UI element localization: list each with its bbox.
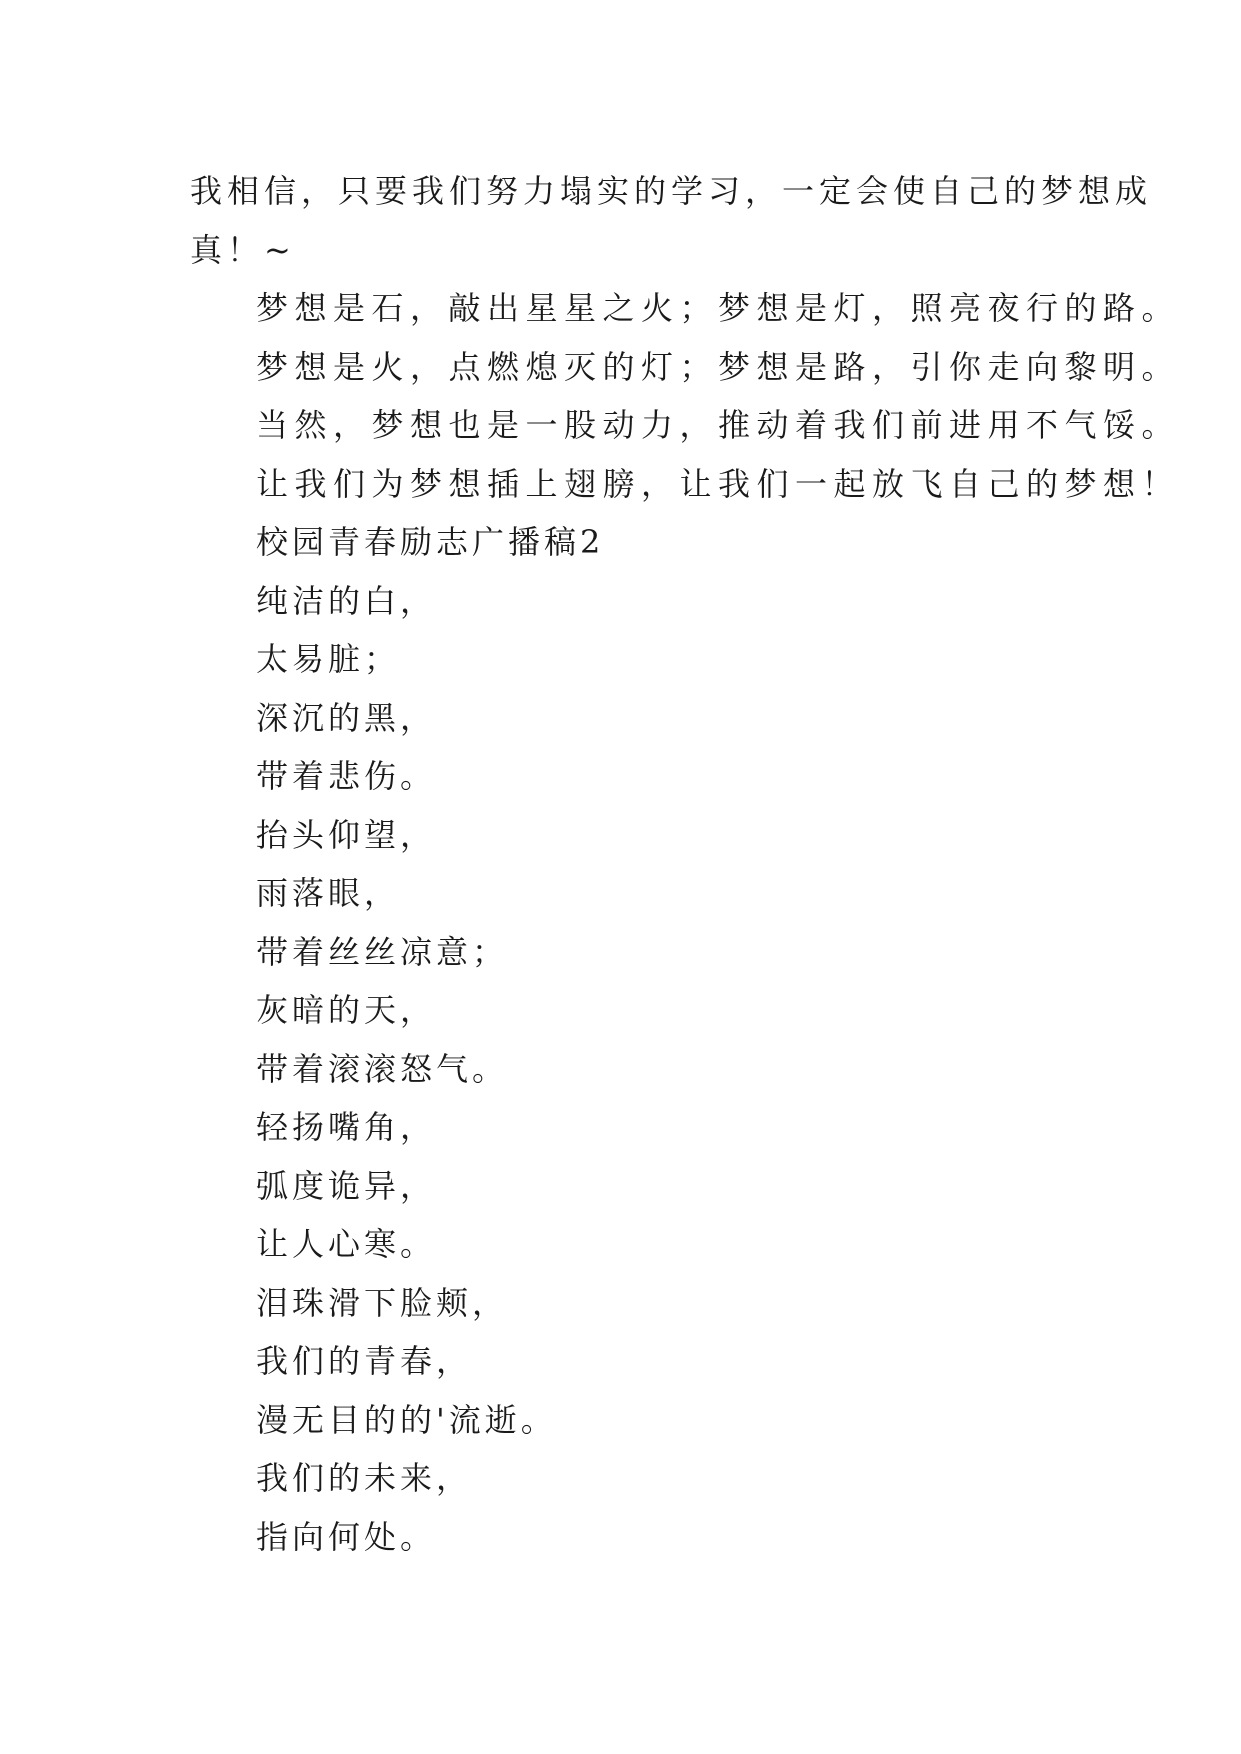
poem-line: 雨落眼， bbox=[256, 874, 401, 912]
poem-line: 轻扬嘴角， bbox=[256, 1108, 437, 1146]
document-body bbox=[190, 162, 1181, 1566]
poem-line: 泪珠滑下脸颊， bbox=[256, 1283, 509, 1322]
poem-line: 带着丝丝凉意； bbox=[256, 932, 509, 971]
poem-line: 我们的青春， bbox=[256, 1342, 473, 1380]
poem-line: 指向何处。 bbox=[256, 1517, 437, 1556]
poem-line: 带着悲伤。 bbox=[256, 757, 437, 795]
poem-line: 灰暗的天， bbox=[256, 991, 437, 1029]
opening-paragraph bbox=[190, 162, 1153, 279]
dream-line: 让我们为梦想插上翅膀，让我们一起放飞自己的梦想！ bbox=[256, 464, 1181, 503]
poem-line: 漫无目的的'流逝。 bbox=[256, 1400, 557, 1439]
dream-line: 当然，梦想也是一股动力，推动着我们前进用不气馁。 bbox=[256, 406, 1181, 444]
poem-line: 带着滚滚怒气。 bbox=[256, 1049, 509, 1088]
poem bbox=[190, 572, 1070, 1567]
dream-line: 梦想是火，点燃熄灭的灯；梦想是路，引你走向黎明。 bbox=[256, 347, 1181, 386]
poem-line: 让人心寒。 bbox=[256, 1225, 437, 1263]
poem-line: 太易脏； bbox=[256, 640, 401, 678]
poem-line: 深沉的黑， bbox=[256, 698, 437, 737]
paragraph-line: 真！~ bbox=[190, 230, 296, 269]
dream-line: 梦想是石，敲出星星之火；梦想是灯，照亮夜行的路。 bbox=[256, 289, 1181, 327]
poem-line: 纯洁的白， bbox=[256, 581, 437, 620]
section-title: 校园青春励志广播稿2 bbox=[256, 523, 605, 561]
poem-line: 弧度诡异， bbox=[256, 1166, 437, 1205]
dream-paragraph bbox=[190, 279, 1181, 513]
paragraph-line: 我相信，只要我们努力塌实的学习，一定会使自己的梦想成 bbox=[190, 172, 1153, 210]
poem-line: 抬头仰望， bbox=[256, 815, 437, 854]
poem-line: 我们的未来， bbox=[256, 1459, 473, 1497]
